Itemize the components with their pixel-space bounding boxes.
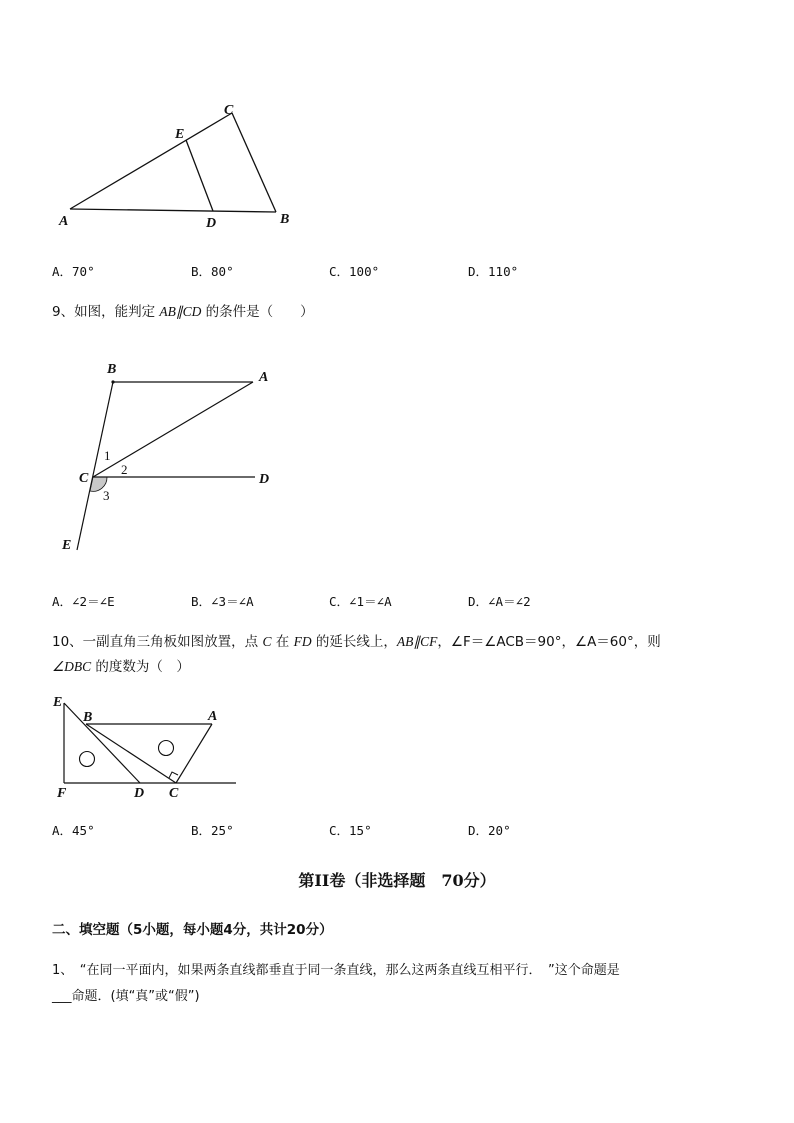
q8-option-d[interactable]: D．110°	[468, 264, 519, 279]
q8-label-a: A	[59, 214, 69, 229]
q9-option-a[interactable]: A．∠2＝∠E	[52, 594, 115, 609]
q10-text-a: 10、一副直角三角板如图放置，点	[52, 634, 263, 650]
q10-hole-left	[80, 752, 95, 767]
q10-option-b[interactable]: B．25°	[191, 823, 234, 838]
q8-option-b[interactable]: B．80°	[191, 264, 234, 279]
q9-figure	[55, 355, 285, 560]
q10-label-a: A	[208, 709, 218, 724]
q8-segment-ac	[70, 113, 232, 209]
q8-label-d: D	[206, 216, 217, 231]
q9-option-d[interactable]: D．∠A＝∠2	[468, 594, 531, 609]
q10-label-e: E	[53, 695, 63, 710]
q9-condition: AB∥CD	[159, 304, 202, 319]
q10-parallel: AB∥CF	[396, 634, 438, 649]
q10-point-c: C	[262, 634, 272, 649]
q8-label-c: C	[224, 103, 234, 118]
q9-option-b[interactable]: B．∠3＝∠A	[191, 594, 254, 609]
section-title: 第II卷（非选择题 70分）	[298, 871, 496, 890]
q10-text-e: 的度数为（ ）	[91, 659, 190, 675]
q9-label-a: A	[259, 370, 269, 385]
q9-label-e: E	[62, 538, 72, 553]
q9-label-b: B	[107, 362, 117, 377]
q10-segment-ed	[64, 703, 140, 783]
q9-point-b	[111, 380, 114, 383]
q10-text-b: 在	[271, 634, 294, 650]
q10-label-b: B	[83, 710, 93, 725]
q9-angle-1: 1	[104, 448, 111, 463]
q9-angle-2: 2	[121, 462, 128, 477]
q10-option-a[interactable]: A．45°	[52, 823, 95, 838]
q9-segment-be	[77, 382, 113, 550]
q10-label-c: C	[169, 786, 179, 801]
q9-segment-ca	[93, 382, 253, 477]
q10-stem-line2	[52, 655, 190, 679]
q10-right-angle-mark	[169, 772, 178, 778]
part-two-heading: 二、填空题（5小题，每小题4分，共计20分）	[52, 922, 333, 938]
q9-text-after: 的条件是（ ）	[201, 304, 314, 320]
q8-option-c[interactable]: C．100°	[329, 264, 380, 279]
q10-text-d: ，∠F＝∠ACB＝90°，∠A＝60°，则	[437, 634, 661, 650]
q10-hole-right	[159, 741, 174, 756]
q10-stem-line1	[52, 630, 661, 654]
q9-option-c[interactable]: C．∠1＝∠A	[329, 594, 392, 609]
q10-label-d: D	[134, 786, 145, 801]
q10-label-f: F	[57, 786, 67, 801]
q8-option-a[interactable]: A．70°	[52, 264, 95, 279]
q9-number: 9、	[52, 304, 75, 320]
q10-segment-fd: FD	[293, 634, 312, 649]
q9-angle-3: 3	[103, 488, 110, 503]
fill1-line2: ___命题．(填“真”或“假”)	[52, 989, 200, 1004]
q8-label-e: E	[175, 127, 185, 142]
q8-segment-ed	[186, 140, 213, 211]
q8-segment-cb	[232, 113, 276, 212]
q10-segment-ac	[176, 724, 212, 783]
q9-label-d: D	[259, 472, 270, 487]
q10-angle-dbc: ∠DBC	[52, 659, 92, 674]
q8-segment-ab	[70, 209, 276, 212]
q9-stem	[52, 300, 314, 324]
fill1-line1: 1、 “在同一平面内，如果两条直线都垂直于同一条直线，那么这两条直线互相平行． ”这个命题是	[52, 963, 620, 978]
q9-label-c: C	[79, 471, 89, 486]
q10-text-c: 的延长线上，	[311, 634, 397, 650]
q10-option-c[interactable]: C．15°	[329, 823, 372, 838]
q9-text-before: 如图，能判定	[74, 304, 160, 320]
q10-figure	[50, 690, 250, 805]
q8-label-b: B	[280, 212, 290, 227]
q8-figure	[50, 95, 310, 235]
q10-option-d[interactable]: D．20°	[468, 823, 511, 838]
